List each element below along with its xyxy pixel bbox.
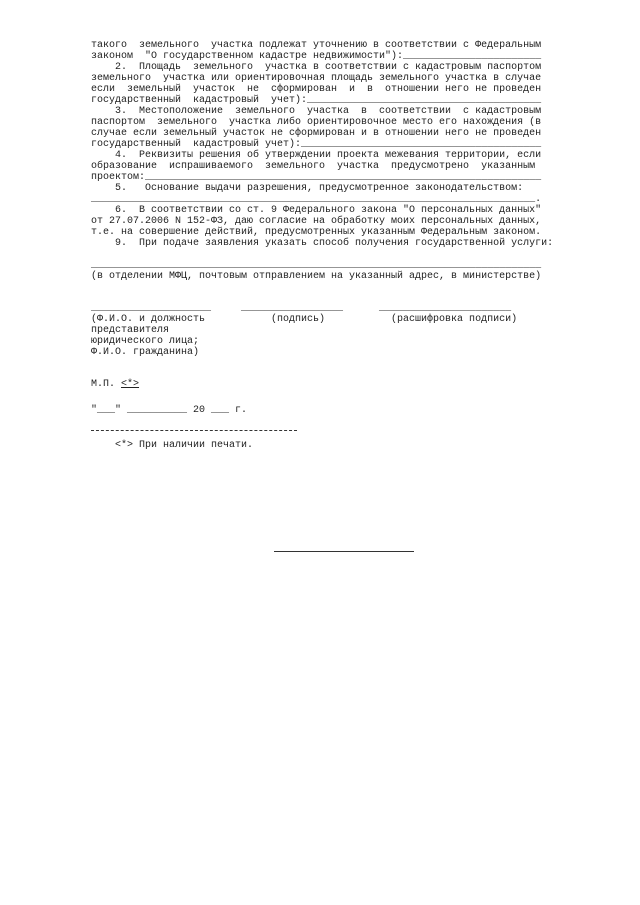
text-line: государственный кадастровый учет):_______________________________________ xyxy=(91,95,542,106)
text-line: представителя xyxy=(91,325,170,336)
footnote-text: <*> При наличии печати. xyxy=(91,440,254,451)
text-line: законом "О государственном кадастре недвижимости"):_______________________ xyxy=(91,51,542,62)
date-line: "___" __________ 20 ___ г. xyxy=(91,405,248,416)
text-line: 6. В соответствии со ст. 9 Федерального закона "О персональных данных" xyxy=(91,205,542,216)
text-line: случае если земельный участок не сформирован и в отношении него не проведен xyxy=(91,128,542,139)
text-line: 2. Площадь земельного участка в соответствии с кадастровым паспортом xyxy=(91,62,542,73)
signature-lines: ____________________ _________________ ______________________ xyxy=(91,303,512,314)
text-line: паспортом земельного участка либо ориентировочное место его нахождения (в xyxy=(91,117,542,128)
text-line: государственный кадастровый учет):________________________________________ xyxy=(91,139,542,150)
text-line: 3. Местоположение земельного участка в соответствии с кадастровым xyxy=(91,106,542,117)
page-footer-rule xyxy=(274,551,414,552)
text-line: 5. Основание выдачи разрешения, предусмотренное законодательством: xyxy=(91,183,524,194)
text-line: от 27.07.2006 N 152-ФЗ, даю согласие на обработку моих персональных данных, xyxy=(91,216,542,227)
text-line: образование испрашиваемого земельного участка предусмотрено указанным xyxy=(91,161,536,172)
footnote-separator xyxy=(91,430,297,431)
text-line: если земельный участок не сформирован и в отношении него не проведен xyxy=(91,84,542,95)
signature-captions: (Ф.И.О. и должность (подпись) (расшифровка подписи) xyxy=(91,314,518,325)
text-line: такого земельного участка подлежат уточнению в соответствии с Федеральным xyxy=(91,40,542,51)
text-line: земельного участка или ориентировочная площадь земельного участка в случае xyxy=(91,73,542,84)
text-line: 9. При подаче заявления указать способ получения государственной услуги: xyxy=(91,238,554,249)
stamp-label: М.П. xyxy=(91,379,122,390)
text-line: ___________________________________________________________________________ xyxy=(91,260,542,271)
text-line: проектом:__________________________________________________________________ xyxy=(91,172,542,183)
text-line: (в отделении МФЦ, почтовым отправлением на указанный адрес, в министерстве) xyxy=(91,271,542,282)
stamp-line xyxy=(91,379,139,390)
text-line: 4. Реквизиты решения об утверждении проекта межевания территории, если xyxy=(91,150,542,161)
text-line: Ф.И.О. гражданина) xyxy=(91,347,200,358)
text-line: юридического лица; xyxy=(91,336,200,347)
text-line: т.е. на совершение действий, предусмотренных указанным Федеральным законом. xyxy=(91,227,542,238)
footnote-ref-link[interactable]: <*> xyxy=(121,379,140,390)
text-line: __________________________________________________________________________. xyxy=(91,194,542,205)
